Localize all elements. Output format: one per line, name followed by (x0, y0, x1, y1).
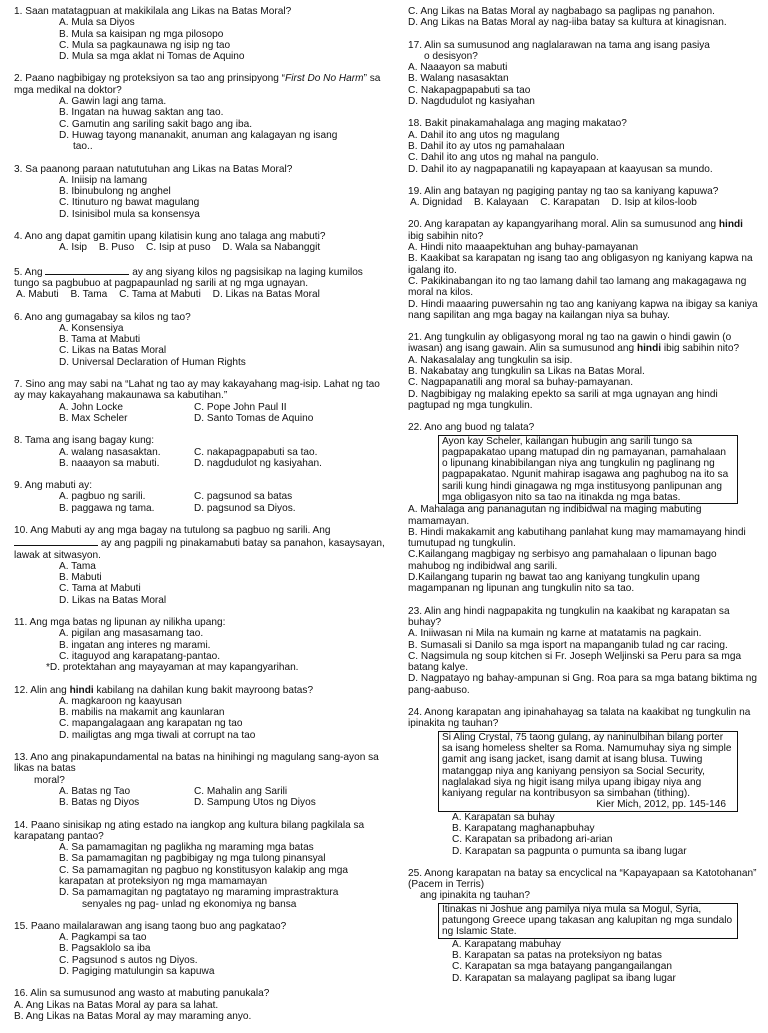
answer-blank (14, 536, 98, 546)
option-a: A. Pagkampi sa tao (59, 932, 147, 944)
option-c: C. nakapagpapabuti sa tao. (194, 446, 318, 458)
option-d: D. Ang Likas na Batas Moral ay nag-iiba batay sa kultura at kinagisnan. (408, 17, 727, 29)
stem-bold: hindi (718, 219, 743, 231)
option-a: A. Sa pamamagitan ng paglikha ng maraming mga batas (59, 842, 314, 854)
question-stem: 18. Bakit pinakamahalaga ang maging makatao? (408, 118, 627, 130)
option-b: B. Walang nasasaktan (408, 73, 509, 85)
options-row (59, 458, 386, 469)
stem-part: 21. Ang tungkulin ay obligasyong moral ng tao na gawin o hindi gawin (o iwasan) ang isang gawain. Alin sa sumusunod ang (408, 332, 732, 355)
option-b: B. Ibinubulong ng anghel (59, 186, 171, 198)
question-stem: 19. Alin ang batayan ng pagiging pantay ng tao sa kaniyang kapuwa? (408, 185, 719, 197)
option-a: A. Mula sa Diyos (59, 17, 135, 29)
option-b: B. mabilis na makamit ang kaunlaran (59, 707, 225, 719)
option-c: C. Mahalin ang Sarili (194, 785, 288, 797)
question-stem (14, 73, 386, 96)
option-b: B. Kalayaan (474, 197, 529, 209)
option-d: D. Mula sa mga aklat ni Tomas de Aquino (59, 51, 245, 63)
option-c: C. Pagsunod s autos ng Diyos. (59, 954, 198, 966)
options-row (408, 197, 760, 208)
question-7 (14, 379, 386, 424)
stem-part: 10. Ang Mabuti ay ang mga bagay na tutulong sa pagbuo ng sarili. Ang (14, 524, 331, 536)
option-b: B. Mabuti (59, 572, 102, 584)
question-23 (408, 606, 760, 696)
option-d: D. Nagdudulot ng kasiyahan (408, 96, 535, 108)
option-b: B. Tama (70, 289, 108, 301)
question-stem (408, 332, 760, 355)
options-row (59, 491, 386, 502)
option-b: B. Max Scheler (59, 412, 128, 424)
question-stem: 25. Anong karapatan na batay sa encyclical na “Kapayapaan sa Katotohanan” (Pacem in Terris) (408, 867, 757, 891)
option-d: D. Huwag tayong mananakit, anuman ang kalagayan ng isang tao.. (59, 129, 338, 153)
question-stem (14, 265, 386, 290)
question-stem: 17. Alin sa sumusunod ang naglalarawan na tama ang isang pasiya (408, 39, 710, 51)
option-c: C. Gamutin ang sariling sakit bago ang iba. (59, 118, 253, 130)
option-c: C.Kailangang magbigay ng serbisyo ang pamahalaan o lipunan bago mahubog ng indibidwal ang sarili. (408, 549, 717, 572)
option-d: *D. protektahan ang mayayaman at may kapangyarihan. (46, 662, 299, 674)
question-stem-cont: moral? (34, 774, 65, 786)
option-d: D. Isip at kilos-loob (611, 197, 697, 209)
option-b: B. Kaakibat sa karapatan ng isang tao ang obligasyon ng kaniyang kapwa na igalang ito. (408, 253, 753, 276)
question-12 (14, 685, 386, 741)
question-9 (14, 480, 386, 514)
option-b: B. paggawa ng tama. (59, 502, 155, 514)
option-d: D. Isinisibol mula sa konsensya (59, 208, 200, 220)
option-b: B. Tama at Mabuti (59, 334, 141, 346)
option-d: D. pagsunod sa Diyos. (194, 502, 296, 514)
question-24 (408, 707, 760, 857)
option-a: A. Dahil ito ang utos ng magulang (408, 129, 560, 141)
question-stem: 8. Tama ang isang bagay kung: (14, 435, 155, 447)
option-d: D. Hindi maaaring puwersahin ng tao ang kaniyang kapwa na ibigay sa kaniya nang sapilitan ang mga bagay na kailangan niya sa buhay. (408, 298, 758, 321)
option-b: B. Hindi makakamit ang kabutihang panlahat kung may mamamayang hindi tumutupad ng tungkulin. (408, 526, 746, 550)
option-a: A. pigilan ang masasamang tao. (59, 628, 204, 640)
option-d: D. mailigtas ang mga tiwali at corrupt na tao (59, 729, 256, 741)
stem-part: ay ang pagpili ng pinakamabuti batay sa panahon, kasaysayan, lawak at sitwasyon. (14, 538, 385, 561)
option-d: D. Wala sa Nabanggit (222, 242, 321, 254)
question-3 (14, 164, 386, 220)
option-d: D. Likas na Batas Moral (212, 289, 320, 301)
answer-blank (45, 265, 129, 275)
question-21 (408, 332, 760, 411)
option-a: A. Dignidad (410, 197, 463, 209)
option-a: A. Isip (59, 242, 88, 254)
option-a: A. Ang Likas na Batas Moral ay para sa lahat. (14, 999, 219, 1011)
option-c: C. Nagpapanatili ang moral sa buhay-pamayanan. (408, 377, 634, 389)
question-1 (14, 6, 386, 62)
question-stem (14, 685, 386, 696)
option-a: A. Mahalaga ang pananagutan ng indibidwal na maging mabuting mamamayan. (408, 504, 702, 527)
question-stem: 13. Ano ang pinakapundamental na batas na hinihingi ng magulang sang-ayon sa likas na batas (14, 752, 379, 775)
question-8 (14, 435, 386, 469)
option-c: C. Dahil ito ang utos ng mahal na pangulo. (408, 152, 599, 164)
option-b: B. Sumasali si Danilo sa mga isport na mapanganib tulad ng car racing. (408, 639, 728, 651)
question-stem: 9. Ang mabuti ay: (14, 480, 92, 492)
stem-part: 20. Ang karapatan ay kapangyarihang moral. Alin sa sumusunod ang (408, 219, 719, 231)
option-a: A. Naaayon sa mabuti (408, 62, 508, 74)
stem-part: ibig sabihin nito? (408, 230, 484, 242)
options-row (14, 242, 386, 253)
option-b: B. naaayon sa mabuti. (59, 457, 160, 469)
stem-part: 2. Paano nagbibigay ng proteksiyon sa tao ang prinsipyong “ (14, 73, 286, 85)
stem-bold: hindi (69, 684, 94, 696)
option-b: B. Karapatan sa patas na proteksiyon ng batas (452, 949, 662, 961)
question-stem: 3. Sa paanong paraan natututuhan ang Likas na Batas Moral? (14, 163, 293, 175)
stem-part: kabilang na dahilan kung bakit mayroong batas? (93, 684, 314, 696)
option-c: C. Nagsimula ng soup kitchen si Fr. Joseph Weljinski sa Peru para sa mga batang kalye. (408, 650, 742, 674)
question-25 (408, 868, 760, 984)
option-a: A. Batas ng Tao (59, 785, 131, 797)
option-b: B. Ang Likas na Batas Moral ay may maraming anyo. (14, 1010, 252, 1022)
question-stem: 23. Alin ang hindi nagpapakita ng tungkulin na kaakibat ng karapatan sa buhay? (408, 605, 730, 628)
passage-citation: Kier Mich, 2012, pp. 145-146 (596, 799, 726, 811)
question-stem-cont: ang ipinakita ng tauhan? (420, 890, 531, 902)
question-11 (14, 617, 386, 673)
option-a: A. Nakasalalay ang tungkulin sa isip. (408, 354, 573, 366)
option-c: C. Itinuturo ng bawat magulang (59, 197, 200, 209)
option-c: C. Tama at Mabuti (59, 583, 141, 595)
passage-box: Ayon kay Scheler, kailangan hubugin ang sarili tungo sa pagpapakatao upang matupad din ng pamayanan, pamahalaan o lipunang kinabibilangan niya ang tungkulin ng paglinang ng pagpapakatao. Ngunit mahirap isagawa ang paghubog na ito sa sarili kung hindi ginagawa ng mga institusyong panlipunan ang mga obligasyon nito sa tao na itinakda ng mga batas. (438, 435, 738, 505)
option-text: C. Sa pamamagitan ng pagbuo ng konstitusyon kalakip ang mga karapatan at proteksiyon ng mga mamamayan (59, 864, 348, 887)
question-20 (408, 219, 760, 321)
question-stem: 15. Paano mailalarawan ang isang taong buo ang pagkatao? (14, 920, 287, 932)
option-c (59, 865, 386, 888)
option-c: C. Karapatan sa mga batayang pangangailangan (452, 961, 672, 973)
question-4 (14, 231, 386, 254)
question-19 (408, 186, 760, 209)
option-b: B. Ingatan na huwag saktan ang tao. (59, 107, 224, 119)
right-column (408, 6, 760, 995)
question-stem: 11. Ang mga batas ng lipunan ay nilikha upang: (14, 617, 226, 629)
option-c: C. Pakikinabangan ito ng tao lamang dahil tao lamang ang makagagawa ng moral na kilos. (408, 275, 747, 299)
options-row (59, 786, 386, 797)
question-stem: 6. Ano ang gumagabay sa kilos ng tao? (14, 311, 191, 323)
question-22 (408, 422, 760, 594)
option-b: B. Puso (98, 242, 135, 254)
question-10 (14, 525, 386, 606)
option-a: A. John Locke (59, 401, 123, 413)
option-d: D. Pagiging matulungin sa kapuwa (59, 966, 215, 978)
passage-box: Itinakas ni Joshue ang pamilya niya mula sa Mogul, Syria, patungong Greece upang takasan ang kalupitan ng mga sundalo ng Islamic State. (438, 903, 738, 939)
option-b: B. Pagsaklolo sa iba (59, 943, 151, 955)
option-b: B. Nakabatay ang tungkulin sa Likas na Batas Moral. (408, 366, 645, 378)
option-a: A. pagbuo ng sarili. (59, 491, 146, 503)
option-d: D. Nagbibigay ng malaking epekto sa sarili at mga ugnayan ang hindi pagtupad ng mga tungkulin. (408, 388, 718, 411)
option-b: B. ingatan ang interes ng marami. (59, 639, 211, 651)
options-row (14, 289, 386, 300)
question-6 (14, 312, 386, 368)
question-stem: 14. Paano sinisikap ng ating estado na iangkop ang kultura bilang pagkilala sa karapatang pantao? (14, 819, 365, 842)
passage-text: Si Aling Crystal, 75 taong gulang, ay naninulbihan bilang porter sa isang homeless shelter sa Roma. Namumuhay siya ng simple gamit ang isang jacket, isang damit at isang blusa. Tuwing matanggap niya ang kaniyang pensiyon sa Social Security, naglalakad siya ng higit isang milya upang ibigay niya ang kaniyang regular na kontribusyon sa simbahan (tithing). (442, 731, 732, 800)
question-stem (408, 219, 760, 242)
question-stem: 22. Ano ang buod ng talata? (408, 422, 535, 434)
option-a: A. walang nasasaktan. (59, 446, 161, 458)
stem-part: ibig sabihin nito? (661, 343, 740, 355)
stem-bold: hindi (636, 343, 662, 355)
question-stem: 16. Alin sa sumusunod ang wasto at mabuting panukala? (14, 988, 270, 1000)
option-b: B. Mula sa kaisipan ng mga pilosopo (59, 28, 224, 40)
option-b: B. Karapatang maghanapbuhay (452, 823, 595, 834)
option-d: D. Nagpatayo ng bahay-ampunan si Gng. Roa para sa mga batang biktima ng pang-aabuso. (408, 673, 758, 696)
option-d: D. Universal Declaration of Human Rights (59, 356, 246, 368)
option-c: C. Likas na Batas Moral (59, 345, 167, 357)
stem-italic: First Do No Harm (285, 73, 364, 85)
option-b: B. Batas ng Diyos (59, 797, 140, 809)
option-a: A. Tama (59, 560, 96, 572)
option-a: A. Iniisip na lamang (59, 174, 148, 186)
question-stem: 7. Sino ang may sabi na “Lahat ng tao ay may kakayahang mag-isip. Lahat ng tao ay may kakayahang makaunawa sa kabutihan.” (14, 379, 380, 402)
question-stem: 24. Anong karapatan ang ipinahahayag sa talata na kaakibat ng tungkulin na ipinakita ng tauhan? (408, 707, 751, 730)
stem-part: 12. Alin ang (14, 684, 70, 696)
option-c: C. Pope John Paul II (194, 401, 287, 413)
options-row (59, 503, 386, 514)
options-row (59, 413, 386, 424)
option-c: C. Mula sa pagkaunawa ng isip ng tao (59, 39, 231, 51)
option-a: A. Gawin lagi ang tama. (59, 96, 167, 108)
question-2 (14, 73, 386, 152)
option-b: B. Sa pamamagitan ng pagbibigay ng mga tulong pinansyal (59, 853, 326, 865)
left-column (14, 6, 386, 1033)
option-c: C. itaguyod ang karapatang-pantao. (59, 650, 221, 662)
options-row (59, 402, 386, 413)
stem-part: ” sa mga medikal na doktor? (14, 73, 381, 96)
question-16-continued (408, 6, 760, 29)
question-stem (14, 525, 386, 561)
question-16 (14, 988, 386, 1022)
passage-box (438, 731, 738, 812)
option-c: C. Nakapagpapabuti sa tao (408, 84, 531, 96)
option-a: A. Konsensiya (59, 322, 124, 334)
stem-part: ay ang siyang kilos ng pagsisikap na laging kumilos tungo sa pagbubuo at pagpapaunlad ng sarili at ng mga ugnayan. (14, 266, 363, 289)
question-13 (14, 752, 386, 808)
option-d: D. Karapatan sa pagpunta o pumunta sa ibang lugar (452, 845, 687, 857)
option-a: A. magkaroon ng kaayusan (59, 695, 182, 707)
option-d: D. Dahil ito ay nagpapanatili ng kapayapaan at kaayusan sa mundo. (408, 163, 713, 175)
option-c: C. Karapatan sa pribadong ari-arian (452, 834, 613, 846)
question-stem-cont: o desisyon? (424, 50, 478, 62)
option-a: A. Mabuti (16, 289, 59, 301)
question-stem: 1. Saan matatagpuan at makikilala ang Likas na Batas Moral? (14, 6, 292, 17)
option-d: D. Karapatan sa malayang paglipat sa ibang lugar (452, 972, 676, 984)
question-stem: 4. Ano ang dapat gamitin upang kilatisin kung ano talaga ang mabuti? (14, 231, 326, 243)
option-a: A. Karapatan sa buhay (452, 811, 555, 823)
option-c: C. mapangalagaan ang karapatan ng tao (59, 718, 243, 730)
question-15 (14, 921, 386, 977)
stem-part: 5. Ang (14, 266, 43, 278)
option-d: D.Kailangang tuparin ng bawat tao ang kaniyang tungkulin upang magampanan ng lipunan ang tungkulin nito sa tao. (408, 572, 700, 595)
question-14 (14, 820, 386, 910)
question-18 (408, 118, 760, 174)
option-d: D. Likas na Batas Moral (59, 594, 167, 606)
option-a: A. Hindi nito maaapektuhan ang buhay-pamayanan (408, 242, 639, 254)
option-c: C. Tama at Mabuti (119, 289, 201, 301)
option-d: D. nagdudulot ng kasiyahan. (194, 457, 322, 469)
option-c: C. Isip at puso (146, 242, 211, 254)
option-a: A. Iniiwasan ni Mila na kumain ng karne at matatamis na pagkain. (408, 628, 702, 640)
option-d: D. Sa pamamagitan ng pagtatayo ng maraming imprastraktura senyales ng pag- unlad ng ekonomiya ng bansa (59, 887, 339, 910)
question-5 (14, 265, 386, 301)
option-d: D. Santo Tomas de Aquino (194, 412, 314, 424)
option-c: C. pagsunod sa batas (194, 491, 293, 503)
option-c: C. Ang Likas na Batas Moral ay nagbabago sa paglipas ng panahon. (408, 6, 715, 17)
options-row (59, 797, 386, 808)
options-row (59, 447, 386, 458)
question-17 (408, 40, 760, 108)
option-d: D. Sampung Utos ng Diyos (194, 797, 316, 809)
option-a: A. Karapatang mabuhay (452, 938, 561, 950)
option-c: C. Karapatan (540, 197, 600, 209)
option-b: B. Dahil ito ay utos ng pamahalaan (408, 140, 565, 152)
